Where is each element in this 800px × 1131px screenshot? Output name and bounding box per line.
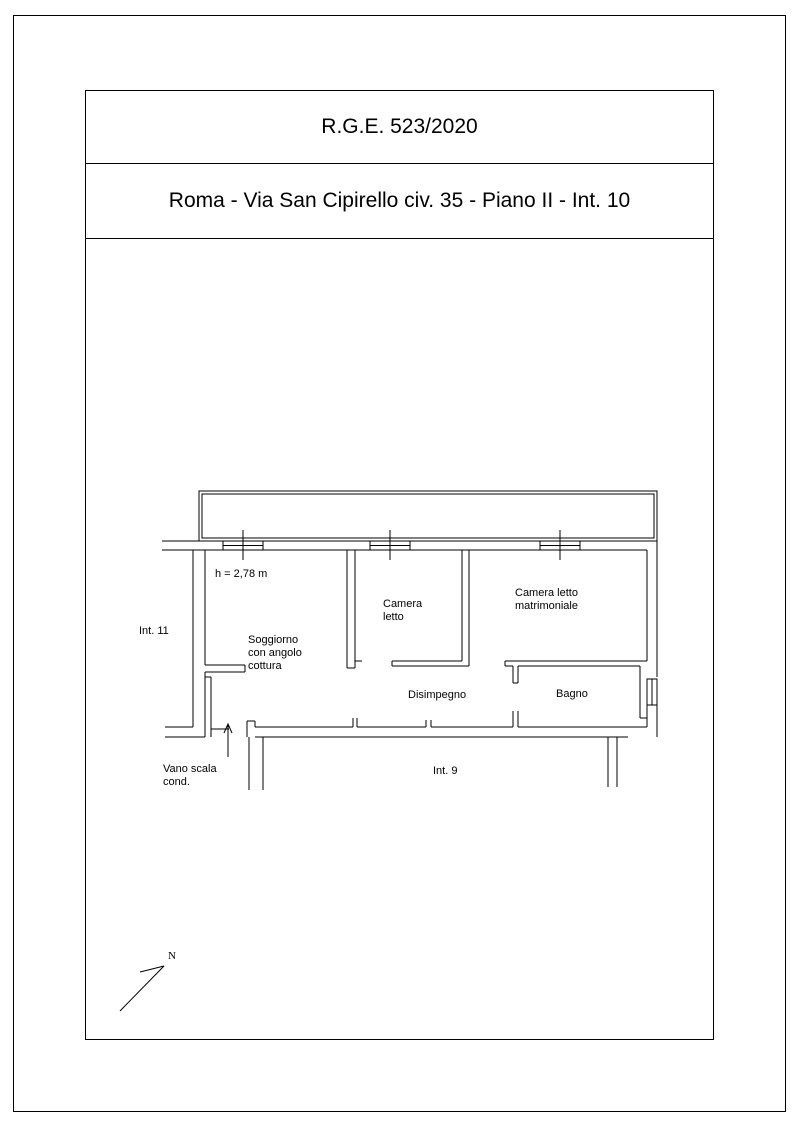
camera-letto-line-2: letto [383,611,404,623]
camera-matrimoniale-line-2: matrimoniale [515,600,578,612]
address-text: Roma - Via San Cipirello civ. 35 - Piano II - Int. 10 [168,189,631,212]
soggiorno-label [248,634,302,673]
north-arrow-icon [120,966,164,1011]
soggiorno-line-2: con angolo [248,647,302,659]
balcony [199,491,657,541]
camera-letto-label [383,598,422,624]
corridor-wall [255,705,657,737]
entry-door [211,721,255,737]
camera-matrimoniale-label [515,587,578,613]
vano-scala-line-2: cond. [163,776,190,788]
north-label: N [168,950,176,962]
vano-scala-label [163,763,217,789]
camera-letto-line-1: Camera [383,598,423,610]
int-9-boundary [249,737,628,790]
window-soggiorno [223,530,263,560]
bagno-label: Bagno [556,688,588,700]
soggiorno-line-3: cottura [248,660,282,672]
window-camera-matrimoniale [540,530,580,560]
window-bagno [647,679,657,705]
ceiling-height-label: h = 2,78 m [215,568,268,580]
int-11-label: Int. 11 [139,625,169,637]
disimpegno-label: Disimpegno [408,689,467,701]
vano-scala-line-1: Vano scala [163,763,217,775]
soggiorno-line-1: Soggiorno [248,634,299,646]
case-number-text: R.G.E. 523/2020 [321,115,478,138]
window-camera-letto [370,530,410,560]
int-9-label: Int. 9 [433,765,458,777]
camera-matrimoniale-line-1: Camera letto [515,587,578,599]
